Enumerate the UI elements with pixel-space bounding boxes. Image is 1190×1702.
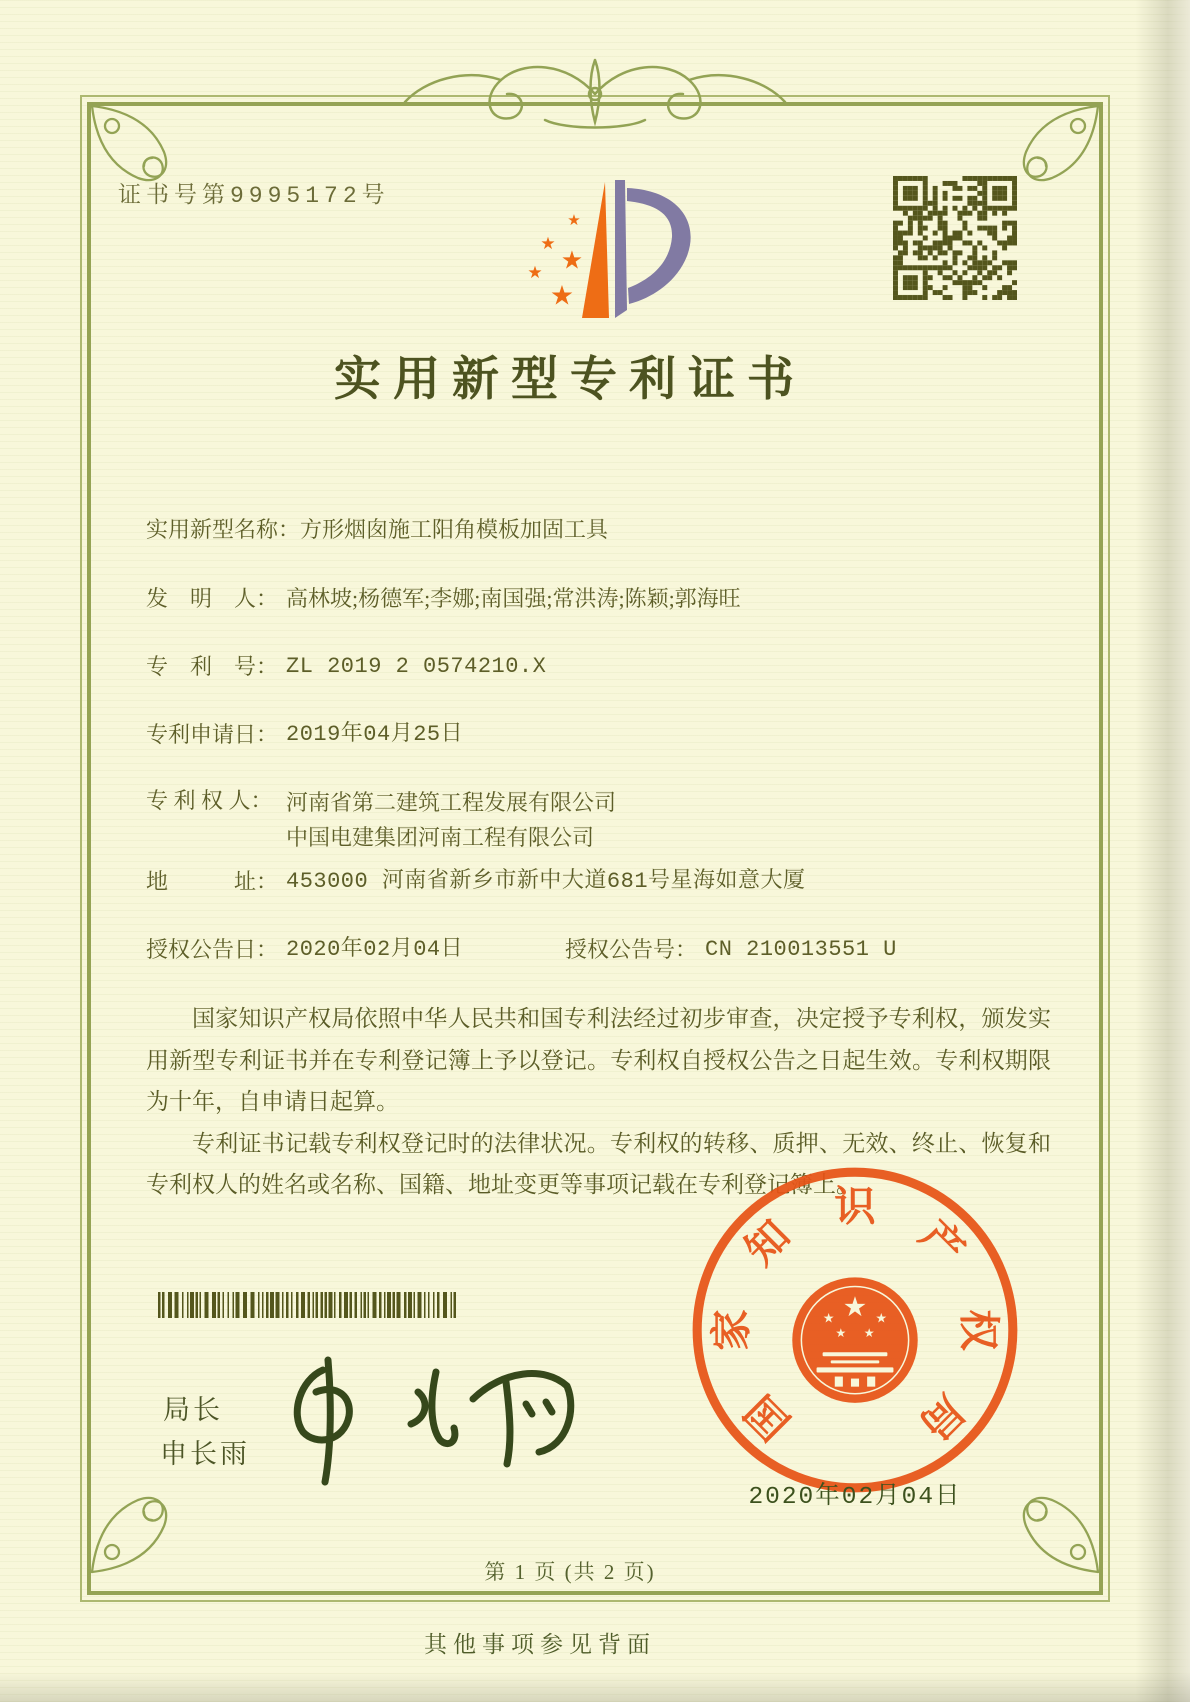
certificate-number: 证书号第9995172号 (118, 183, 390, 209)
svg-text:★: ★ (875, 1311, 888, 1327)
back-side-note: 其他事项参见背面 (424, 1632, 656, 1657)
qr-code-icon (893, 176, 1017, 300)
svg-text:知: 知 (736, 1211, 799, 1274)
svg-text:★: ★ (863, 1326, 875, 1341)
svg-text:国: 国 (736, 1386, 799, 1449)
svg-text:局: 局 (911, 1386, 974, 1449)
field-row-inventors (146, 583, 1066, 615)
field-label: 专 利 权 人： (146, 788, 273, 813)
field-row-patent-number (146, 651, 1066, 683)
field-value: 2020年02月04日 (286, 937, 464, 962)
commissioner-name: 申长雨 (160, 1439, 250, 1469)
seal-grant-date: 2020年02月04日 (748, 1484, 962, 1511)
field-row-name (146, 514, 1066, 546)
field-label: 发 明 人： (146, 586, 279, 611)
svg-text:★: ★ (567, 211, 581, 229)
svg-text:产: 产 (911, 1211, 974, 1274)
commissioner-title: 局长 (163, 1395, 223, 1425)
field-value-stack (286, 785, 616, 855)
svg-text:家: 家 (708, 1309, 755, 1351)
grant-number-pair (565, 934, 897, 966)
field-value: 方形烟囱施工阳角模板加固工具 (300, 517, 609, 542)
flourish-top-ornament (395, 50, 795, 138)
field-label: 地 址： (146, 869, 279, 894)
legal-paragraph-1: 国家知识产权局依照中华人民共和国专利法经过初步审查，决定授予专利权，颁发实用新型专利证书并在专利登记簿上予以登记。专利权自授权公告之日起生效。专利权期限为十年，自申请日起算。 (146, 1006, 1051, 1114)
field-row-address (146, 866, 1066, 898)
flourish-corner-top-right (1004, 100, 1104, 200)
legal-paragraph-2: 专利证书记载专利权登记时的法律状况。专利权的转移、质押、无效、终止、恢复和专利权人的姓名或名称、国籍、地址变更等事项记载在专利登记簿上。 (146, 1130, 1051, 1197)
official-seal-icon (683, 1158, 1027, 1502)
scan-edge-shadow-bottom (0, 1672, 1190, 1702)
svg-text:★: ★ (560, 245, 584, 275)
page-indicator: 第 1 页 (共 2 页) (484, 1560, 656, 1584)
svg-text:★: ★ (842, 1292, 868, 1324)
field-row-grant (146, 934, 1066, 966)
patentee-line-2: 中国电建集团河南工程有限公司 (286, 825, 595, 850)
field-row-filing-date (146, 719, 1066, 751)
field-value: ZL 2019 2 0574210.X (286, 654, 547, 679)
field-row-patentee (146, 785, 1066, 855)
field-value: 高林坡;杨德军;李娜;南国强;常洪涛;陈颖;郭海旺 (286, 586, 741, 611)
field-label: 专利申请日： (146, 722, 279, 747)
field-label: 专 利 号： (146, 654, 279, 679)
svg-text:★: ★ (527, 263, 543, 283)
svg-text:★: ★ (835, 1326, 847, 1341)
svg-text:★: ★ (540, 234, 556, 254)
svg-text:权: 权 (955, 1309, 1002, 1351)
svg-text:识: 识 (834, 1183, 876, 1230)
barcode-icon (158, 1292, 460, 1318)
field-label: 实用新型名称： (146, 517, 301, 542)
certificate-title: 实用新型专利证书 (334, 354, 806, 406)
scan-edge-shadow-right (1135, 0, 1190, 1702)
logo-purple-bar (615, 180, 627, 318)
seal-national-emblem (792, 1277, 917, 1402)
cnipa-patent-logo-icon (488, 158, 712, 338)
handwritten-signature-icon (268, 1352, 580, 1492)
field-label: 授权公告日： (146, 937, 279, 962)
svg-text:★: ★ (549, 280, 575, 312)
patentee-line-1: 河南省第二建筑工程发展有限公司 (286, 790, 617, 815)
logo-purple-bowl (627, 188, 691, 304)
svg-text:★: ★ (822, 1311, 835, 1327)
logo-stars (527, 211, 583, 312)
field-value: 2019年04月25日 (286, 722, 464, 747)
field-value: 453000 河南省新乡市新中大道681号星海如意大厦 (286, 869, 806, 894)
logo-orange-wedge (582, 182, 609, 318)
field-label: 授权公告号： (565, 937, 698, 962)
field-value: CN 210013551 U (705, 937, 897, 962)
